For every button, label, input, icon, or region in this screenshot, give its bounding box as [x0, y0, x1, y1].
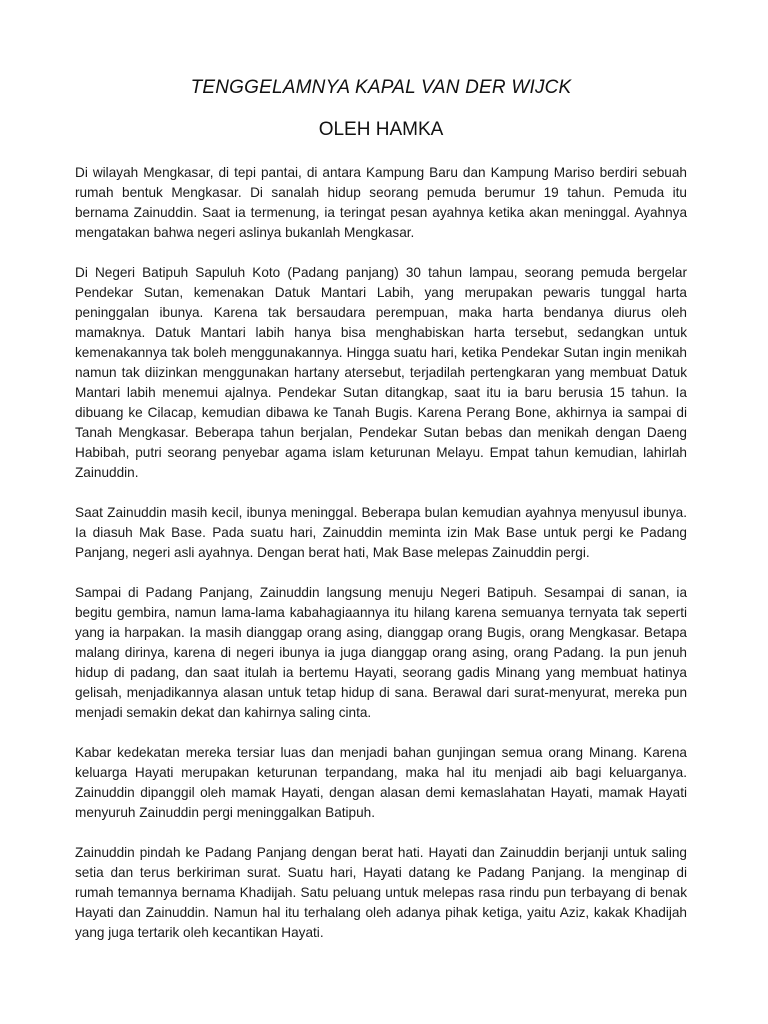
paragraph-6: Zainuddin pindah ke Padang Panjang dengan berat hati. Hayati dan Zainuddin berjanji untuk saling setia dan terus berkiriman surat. Suatu hari, Hayati datang ke Padang Panjang. Ia menginap di rumah temannya bernama Khadijah. Satu peluang untuk melepas rasa rindu pun terbayang di benak Hayati dan Zainuddin. Namun hal itu terhalang oleh adanya pihak ketiga, yaitu Aziz, kakak Khadijah yang juga tertarik oleh kecantikan Hayati.	[75, 845, 687, 940]
paragraph-1: Di wilayah Mengkasar, di tepi pantai, di antara Kampung Baru dan Kampung Mariso berdiri sebuah rumah bentuk Mengkasar. Di sanalah hidup seorang pemuda berumur 19 tahun. Pemuda itu bernama Zainuddin. Saat ia termenung, ia teringat pesan ayahnya ketika akan meninggal. Ayahnya mengatakan bahwa negeri aslinya bukanlah Mengkasar.	[75, 165, 687, 240]
paragraph-3: Saat Zainuddin masih kecil, ibunya meninggal. Beberapa bulan kemudian ayahnya menyusul ibunya. Ia diasuh Mak Base. Pada suatu hari, Zainuddin meminta izin Mak Base untuk pergi ke Padang Panjang, negeri asli ayahnya. Dengan berat hati, Mak Base melepas Zainuddin pergi.	[75, 505, 687, 560]
document-title: TENGGELAMNYA KAPAL VAN DER WIJCK	[190, 77, 572, 98]
paragraph-5: Kabar kedekatan mereka tersiar luas dan menjadi bahan gunjingan semua orang Minang. Karena keluarga Hayati merupakan keturunan terpandang, maka hal itu menjadi aib bagi keluarganya. Zainuddin dipanggil oleh mamak Hayati, dengan alasan demi kemaslahatan Hayati, mamak Hayati menyuruh Zainuddin pergi meninggalkan Batipuh.	[75, 745, 687, 820]
paragraph-4: Sampai di Padang Panjang, Zainuddin langsung menuju Negeri Batipuh. Sesampai di sanan, ia begitu gembira, namun lama-lama kabahagiaannya itu hilang karena semuanya ternyata tak seperti yang ia harpakan. Ia masih dianggap orang asing, dianggap orang Bugis, orang Mengkasar. Betapa malang dirinya, karena di negeri ibunya ia juga dianggap orang asing, orang Padang. Ia pun jenuh hidup di padang, dan saat itulah ia bertemu Hayati, seorang gadis Minang yang membuat hatinya gelisah, menjadikannya alasan untuk tetap hidup di sana. Berawal dari surat-menyurat, mereka pun menjadi semakin dekat dan kahirnya saling cinta.	[75, 585, 687, 720]
author-line: OLEH HAMKA	[318, 119, 444, 140]
paragraph-2: Di Negeri Batipuh Sapuluh Koto (Padang panjang) 30 tahun lampau, seorang pemuda bergelar Pendekar Sutan, kemenakan Datuk Mantari Labih, yang merupakan pewaris tunggal harta peninggalan ibunya. Karena tak bersaudara perempuan, maka harta bendanya diurus oleh mamaknya. Datuk Mantari labih hanya bisa menghabiskan harta tersebut, sedangkan untuk kemenakannya tak boleh menggunakannya. Hingga suatu hari, ketika Pendekar Sutan ingin menikah namun tak diizinkan menggunakan hartany atersebut, terjadilah pertengkaran yang membuat Datuk Mantari labih menemui ajalnya. Pendekar Sutan ditangkap, saat itu ia baru berusia 15 tahun. Ia dibuang ke Cilacap, kemudian dibawa ke Tanah Bugis. Karena Perang Bone, akhirnya ia sampai di Tanah Mengkasar. Beberapa tahun berjalan, Pendekar Sutan bebas dan menikah dengan Daeng Habibah, putri seorang penyebar agama islam keturunan Melayu. Empat tahun kemudian, lahirlah Zainuddin.	[75, 265, 687, 480]
document-body	[75, 163, 687, 963]
